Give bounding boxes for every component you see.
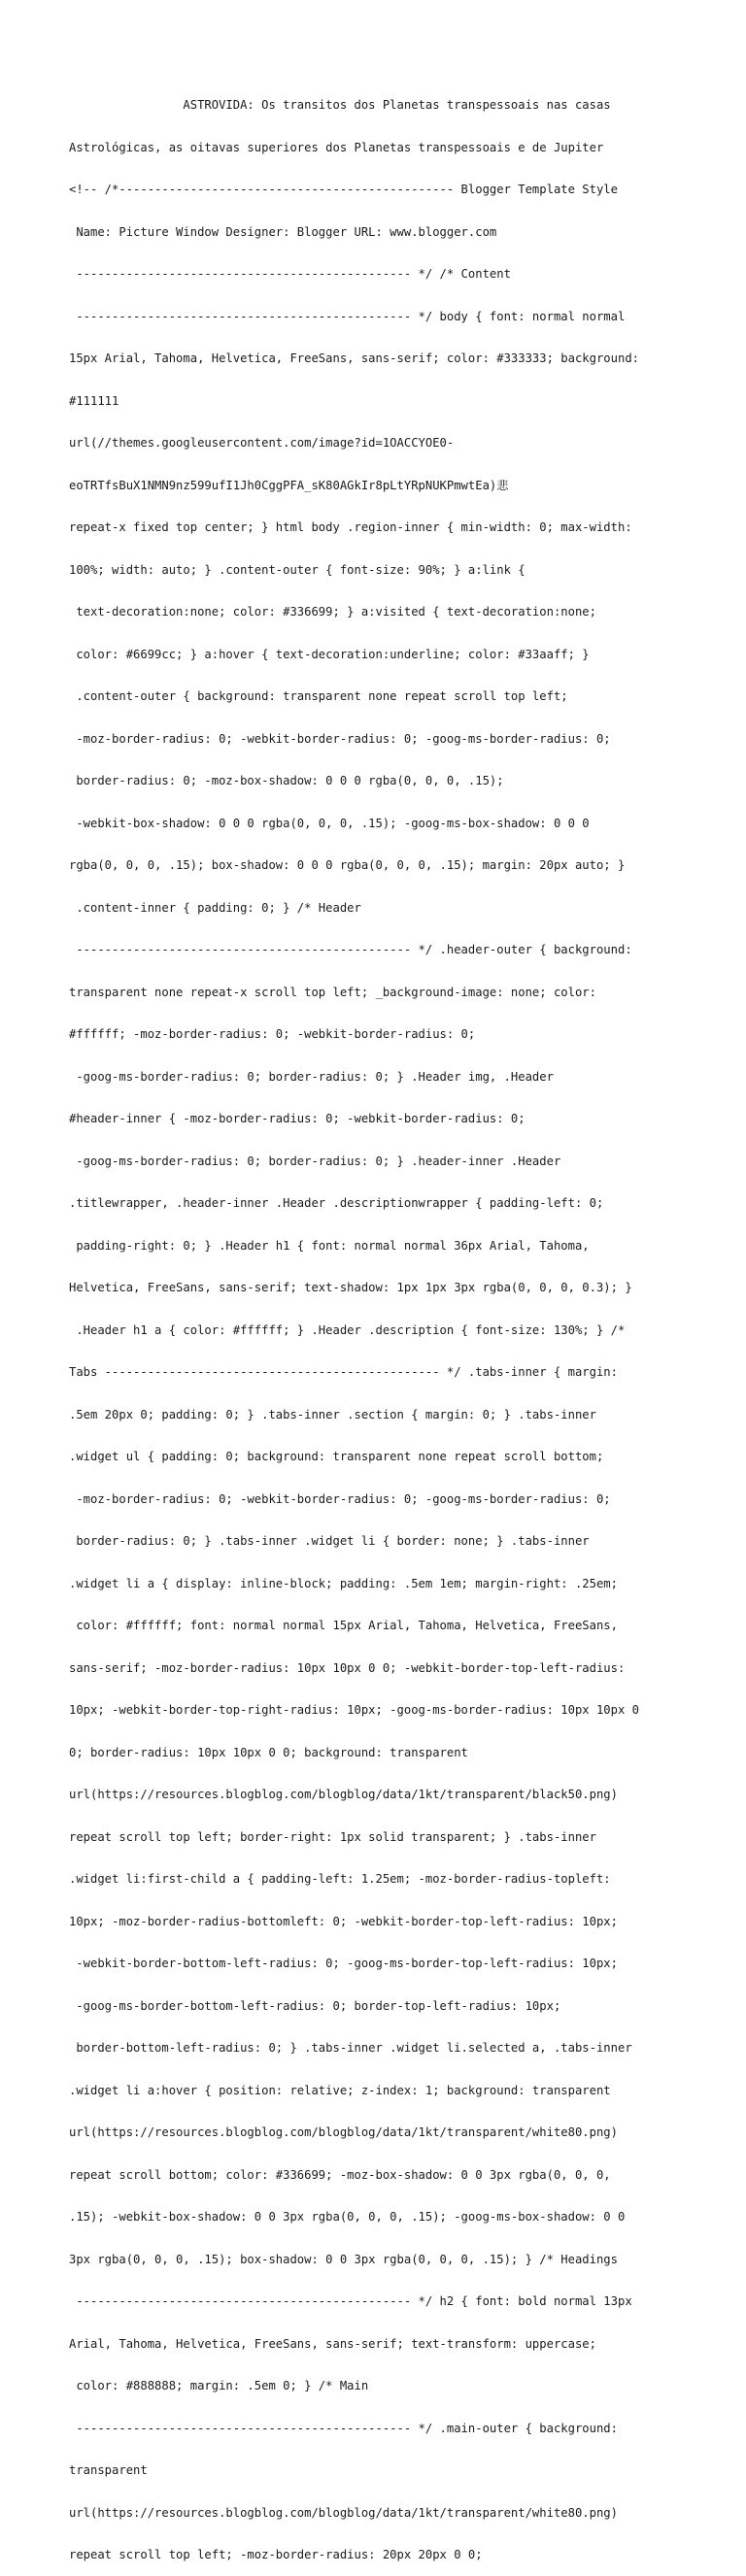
text-line: #111111 xyxy=(69,393,119,408)
text-line: <!-- /*----------------------------------------------- Blogger Template Style xyxy=(69,183,618,196)
text-line: ----------------------------------------------- */ body { font: normal normal xyxy=(69,309,626,323)
text-line: 0; border-radius: 10px 10px 0 0; background: transparent xyxy=(69,1745,468,1759)
text-line: url(https://resources.blogblog.com/blogblog/data/1kt/transparent/white80.png) xyxy=(69,2505,618,2520)
text-line: #header-inner { -moz-border-radius: 0; -webkit-border-radius: 0; xyxy=(69,1112,526,1125)
text-line: repeat scroll bottom; color: #336699; -moz-box-shadow: 0 0 3px rgba(0, 0, 0, xyxy=(69,2167,611,2182)
text-line: .content-inner { padding: 0; } /* Header xyxy=(69,900,361,915)
text-line: .widget ul { padding: 0; background: transparent none repeat scroll bottom; xyxy=(69,1450,604,1463)
text-line: transparent xyxy=(69,2463,148,2477)
text-line: sans-serif; -moz-border-radius: 10px 10px 0 0; -webkit-border-top-left-radius: xyxy=(69,1660,626,1675)
text-line: -webkit-box-shadow: 0 0 0 rgba(0, 0, 0, .15); -goog-ms-box-shadow: 0 0 0 xyxy=(69,816,590,830)
text-line: 10px; -moz-border-radius-bottomleft: 0; -webkit-border-top-left-radius: 10px; xyxy=(69,1914,618,1928)
text-line: repeat scroll top left; -moz-border-radius: 20px 20px 0 0; xyxy=(69,2548,483,2561)
text-line: url(//themes.googleusercontent.com/image?id=1OACCYOE0- xyxy=(69,436,455,450)
text-line: border-bottom-left-radius: 0; } .tabs-inner .widget li.selected a, .tabs-inner xyxy=(69,2041,632,2055)
text-line: 10px; -webkit-border-top-right-radius: 10px; -goog-ms-border-radius: 10px 10px 0 xyxy=(69,1703,639,1717)
text-line: text-decoration:none; color: #336699; } a:visited { text-decoration:none; xyxy=(69,605,596,619)
text-line: Name: Picture Window Designer: Blogger URL: www.blogger.com xyxy=(69,224,497,239)
text-line: color: #ffffff; font: normal normal 15px Arial, Tahoma, Helvetica, FreeSans, xyxy=(69,1619,618,1632)
text-line: eoTRTfsBuX1NMN9nz599ufI1Jh0CggPFA_sK80AGkIr8pLtYRpNUKPmwtEa)悲 xyxy=(69,478,509,492)
text-line: .widget li:first-child a { padding-left: 1.25em; -moz-border-radius-topleft: xyxy=(69,1872,611,1886)
text-line: rgba(0, 0, 0, .15); box-shadow: 0 0 0 rgba(0, 0, 0, .15); margin: 20px auto; } xyxy=(69,858,626,872)
text-line: Arial, Tahoma, Helvetica, FreeSans, sans-serif; text-transform: uppercase; xyxy=(69,2336,596,2351)
text-line: repeat-x fixed top center; } html body .region-inner { min-width: 0; max-width: xyxy=(69,520,632,534)
text-line: .Header h1 a { color: #ffffff; } .Header .description { font-size: 130%; } /* xyxy=(69,1322,626,1337)
text-line: 100%; width: auto; } .content-outer { font-size: 90%; } a:link { xyxy=(69,562,526,577)
text-line: -moz-border-radius: 0; -webkit-border-radius: 0; -goog-ms-border-radius: 0; xyxy=(69,1491,611,1506)
text-line: transparent none repeat-x scroll top left; _background-image: none; color: xyxy=(69,985,596,999)
text-line: .widget li a:hover { position: relative; z-index: 1; background: transparent xyxy=(69,2083,611,2097)
text-line: ----------------------------------------------- */ .header-outer { background: xyxy=(69,943,632,956)
text-line: color: #6699cc; } a:hover { text-decoration:underline; color: #33aaff; } xyxy=(69,647,590,661)
text-line: Helvetica, FreeSans, sans-serif; text-shadow: 1px 1px 3px rgba(0, 0, 0, 0.3); } xyxy=(69,1281,632,1294)
text-line: repeat scroll top left; border-right: 1px solid transparent; } .tabs-inner xyxy=(69,1829,596,1844)
text-line: -goog-ms-border-radius: 0; border-radius: 0; } .header-inner .Header xyxy=(69,1154,561,1168)
text-line: ----------------------------------------------- */ .main-outer { background: xyxy=(69,2421,618,2435)
text-line: .5em 20px 0; padding: 0; } .tabs-inner .section { margin: 0; } .tabs-inner xyxy=(69,1407,596,1422)
text-line: border-radius: 0; } .tabs-inner .widget li { border: none; } .tabs-inner xyxy=(69,1534,590,1548)
text-line: 15px Arial, Tahoma, Helvetica, FreeSans, sans-serif; color: #333333; background: xyxy=(69,351,639,365)
text-line: #ffffff; -moz-border-radius: 0; -webkit-border-radius: 0; xyxy=(69,1027,476,1041)
text-line: -goog-ms-border-radius: 0; border-radius: 0; } .Header img, .Header xyxy=(69,1069,554,1084)
text-line: -goog-ms-border-bottom-left-radius: 0; border-top-left-radius: 10px; xyxy=(69,1998,561,2013)
text-line: color: #888888; margin: .5em 0; } /* Main xyxy=(69,2379,369,2392)
document-title-line: ASTROVIDA: Os transitos dos Planetas transpessoais nas casas xyxy=(69,98,611,112)
text-line: .15); -webkit-box-shadow: 0 0 3px rgba(0, 0, 0, .15); -goog-ms-box-shadow: 0 0 xyxy=(69,2210,626,2224)
text-line: border-radius: 0; -moz-box-shadow: 0 0 0 rgba(0, 0, 0, .15); xyxy=(69,774,504,787)
text-line: Tabs ----------------------------------------------- */ .tabs-inner { margin: xyxy=(69,1365,618,1379)
text-line: -moz-border-radius: 0; -webkit-border-radius: 0; -goog-ms-border-radius: 0; xyxy=(69,731,611,746)
text-line: 3px rgba(0, 0, 0, .15); box-shadow: 0 0 3px rgba(0, 0, 0, .15); } /* Headings xyxy=(69,2252,618,2266)
text-line: ----------------------------------------------- */ h2 { font: bold normal 13px xyxy=(69,2294,632,2308)
text-line: -webkit-border-bottom-left-radius: 0; -goog-ms-border-top-left-radius: 10px; xyxy=(69,1957,618,1970)
text-line: url(https://resources.blogblog.com/blogblog/data/1kt/transparent/white80.png) xyxy=(69,2125,618,2139)
text-line: .content-outer { background: transparent none repeat scroll top left; xyxy=(69,689,568,703)
document-title-line: Astrológicas, as oitavas superiores dos Planetas transpessoais e de Jupiter xyxy=(69,140,604,154)
document-body xyxy=(69,70,691,2576)
text-line: ----------------------------------------------- */ /* Content xyxy=(69,267,511,281)
text-line: url(https://resources.blogblog.com/blogblog/data/1kt/transparent/black50.png) xyxy=(69,1788,618,1801)
text-line: .titlewrapper, .header-inner .Header .descriptionwrapper { padding-left: 0; xyxy=(69,1196,604,1210)
text-line: .widget li a { display: inline-block; padding: .5em 1em; margin-right: .25em; xyxy=(69,1576,618,1590)
text-line: padding-right: 0; } .Header h1 { font: normal normal 36px Arial, Tahoma, xyxy=(69,1238,590,1253)
